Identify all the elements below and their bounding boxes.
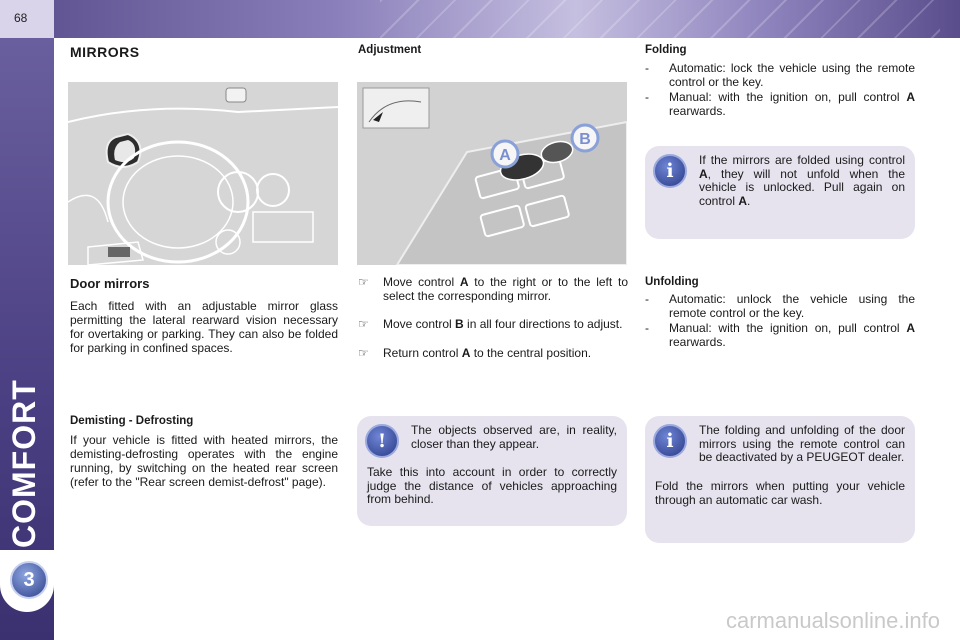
label-b: B [579, 131, 591, 148]
dealer-note-line2: Fold the mirrors when putting your vehicle through an automatic car wash. [655, 479, 905, 507]
control-key: A [459, 275, 469, 289]
info-icon: i [653, 424, 687, 458]
bullet-text: in all four directions to adjust. [463, 317, 623, 331]
adjust-bullet-1 [358, 276, 628, 318]
bullet-text: Return control [383, 346, 462, 360]
bullet-text: Move control [383, 317, 456, 331]
unfolding-item-2 [645, 322, 915, 350]
demisting-text: If your vehicle is fitted with heated mirrors, the demisting-defrosting operates with the engine running, by switching on the heated rear screen (refer to the "Rear screen demist-defrost" page). [70, 433, 338, 489]
page-title: MIRRORS [70, 44, 140, 60]
chapter-title: COMFORT [6, 379, 42, 548]
dash: - [645, 321, 649, 335]
watermark: carmanualsonline.info [725, 608, 940, 633]
adjust-bullet-3 [358, 347, 628, 375]
control-key: A [906, 321, 915, 335]
door-mirrors-text: Each fitted with an adjustable mirror glass permitting the lateral rearward vision necessary for overtaking or parking. They can also be folded for parking in confined spaces. [70, 299, 338, 355]
mirror-control-illustration [357, 82, 627, 265]
chapter-number-icon: 3 [10, 561, 48, 599]
demisting-heading: Demisting - Defrosting [70, 415, 194, 427]
control-key: A [461, 346, 471, 360]
label-a: A [499, 147, 511, 164]
control-key: A [738, 193, 748, 208]
mirror-control-drawing [357, 82, 627, 265]
dash: - [645, 90, 649, 104]
folding-item-text: rearwards. [669, 103, 726, 118]
pointer-icon: ☞ [358, 317, 369, 331]
unfolding-item-1 [645, 293, 915, 321]
dashboard-illustration [68, 82, 338, 265]
note-text: , they will not unfold when the vehicle is unlocked. Pull again on control [699, 166, 905, 208]
bullet-text: to the right or to the left to select the corresponding mirror. [383, 275, 628, 303]
folding-heading: Folding [645, 44, 687, 56]
note-text: . [747, 193, 751, 208]
unfolding-item-text: Manual: with the ignition on, pull control [669, 321, 907, 335]
bullet-text: Move control [383, 275, 460, 289]
control-key: A [699, 166, 708, 181]
warning-note-line2: Take this into account in order to correctly judge the distance of vehicles approaching from behind. [367, 465, 617, 506]
folding-item-text: Manual: with the ignition on, pull control [669, 90, 907, 104]
note-text: If the mirrors are folded using control [699, 153, 905, 167]
dealer-note-line1: The folding and unfolding of the door mirrors using the remote control can be deactivated by a PEUGEOT dealer. [699, 423, 905, 464]
door-mirrors-heading: Door mirrors [70, 276, 150, 291]
bullet-text: to the central position. [470, 346, 592, 360]
folding-note [645, 146, 915, 239]
unfolding-item-text: rearwards. [669, 334, 726, 349]
warning-icon: ! [365, 424, 399, 458]
dash: - [645, 61, 649, 75]
dash: - [645, 292, 649, 306]
pointer-icon: ☞ [358, 275, 369, 289]
unfolding-item-text: Automatic: unlock the vehicle using the remote control or the key. [669, 292, 915, 320]
header-pattern [380, 0, 940, 38]
info-icon: i [653, 154, 687, 188]
dealer-note [645, 416, 915, 543]
unfolding-heading: Unfolding [645, 276, 699, 288]
adjustment-heading: Adjustment [358, 44, 422, 56]
adjust-bullet-2 [358, 318, 628, 346]
dashboard-drawing [68, 82, 338, 265]
folding-item-text: Automatic: lock the vehicle using the remote control or the key. [669, 61, 915, 89]
control-key: B [455, 317, 464, 331]
header-banner [0, 0, 960, 38]
folding-item-2 [645, 91, 915, 119]
pointer-icon: ☞ [358, 346, 369, 360]
folding-note-text [699, 154, 905, 208]
page-number-box [0, 0, 54, 38]
warning-note-line1: The objects observed are, in reality, closer than they appear. [411, 423, 617, 451]
page-number: 68 [14, 11, 28, 25]
folding-item-1 [645, 62, 915, 90]
warning-note [357, 416, 627, 526]
control-key: A [906, 90, 915, 104]
